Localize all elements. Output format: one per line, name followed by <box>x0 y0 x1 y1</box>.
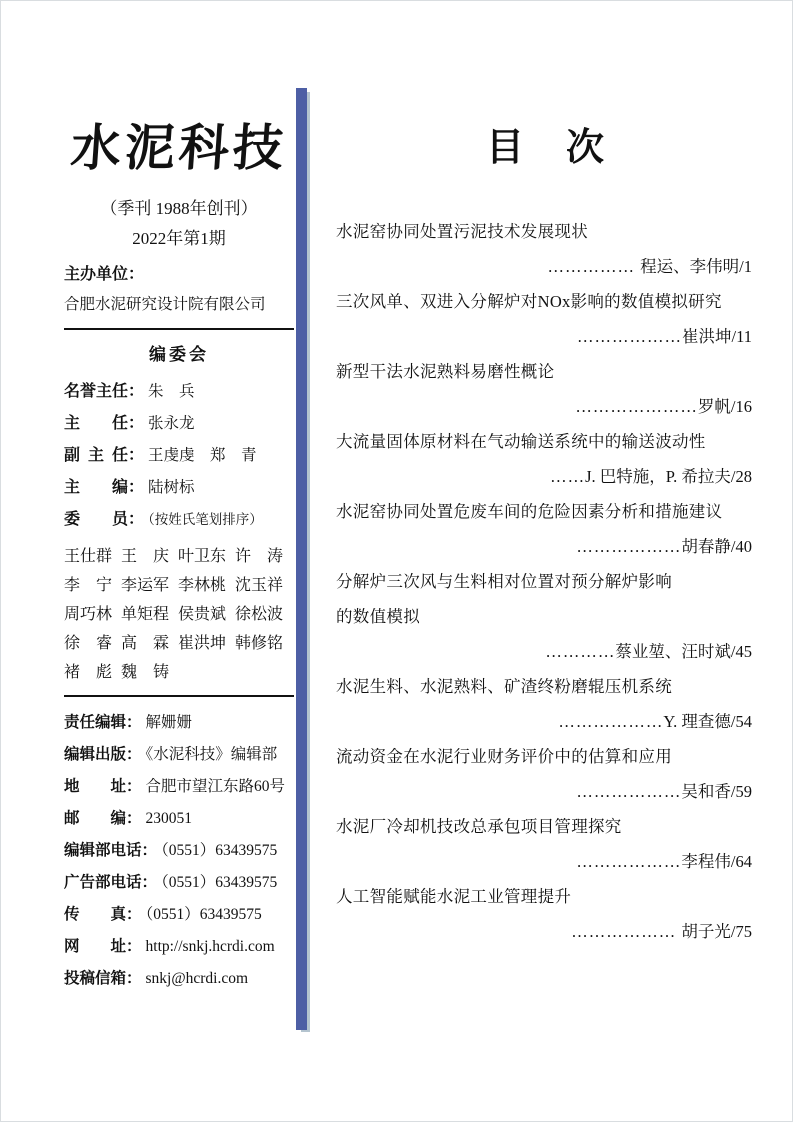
info-row <box>64 931 294 963</box>
journal-title: 水泥科技 <box>69 120 289 176</box>
info-row <box>64 835 294 867</box>
committee-member-name: 单矩程 <box>121 606 170 623</box>
info-row <box>64 771 294 803</box>
info-row-value: 230051 <box>145 810 193 827</box>
committee-member-name: 韩修铭 <box>235 635 284 652</box>
divider-rule-top <box>64 328 294 330</box>
issue-frequency: （季刊 1988年创刊） <box>100 199 258 218</box>
info-row-colon: ： <box>128 511 145 528</box>
toc-entry-title <box>336 354 756 389</box>
toc-article-title: 的数值模拟 <box>336 607 420 626</box>
toc-article-title: 水泥厂冷却机技改总承包项目管理探究 <box>336 817 622 836</box>
sponsor-name: 合肥水泥研究设计院有限公司 <box>64 296 266 313</box>
info-row-label: 编辑部电话 <box>64 842 142 859</box>
info-row <box>64 472 294 504</box>
toc-leader-dots: ……………… <box>558 712 664 731</box>
committee-member-name: 沈玉祥 <box>235 577 284 594</box>
info-row-value: 朱 兵 <box>148 383 195 400</box>
toc-leader-dots: ………… <box>545 642 616 661</box>
toc-authors-page: 李程伟/64 <box>681 852 752 871</box>
toc-leader-dots: ……………… <box>577 327 683 346</box>
info-row-label: 编辑出版 <box>64 746 127 763</box>
toc-leader-dots: ………………… <box>575 397 698 416</box>
committee-member-cell <box>121 600 178 629</box>
toc-authors-page: 胡春静/40 <box>681 537 752 556</box>
toc-entry <box>336 494 756 564</box>
committee-member-cell <box>235 629 292 658</box>
toc-article-title: 人工智能赋能水泥工业管理提升 <box>336 887 572 906</box>
info-row <box>64 707 294 739</box>
toc-entry <box>336 739 756 809</box>
toc-article-title: 水泥生料、水泥熟料、矿渣终粉磨辊压机系统 <box>336 677 672 696</box>
toc-entry-byline <box>336 389 756 424</box>
info-row-colon: ： <box>128 447 145 464</box>
toc-authors-page: Y. 理查德/54 <box>663 712 752 731</box>
info-row-value: （按姓氏笔划排序） <box>148 512 263 527</box>
info-row <box>64 408 294 440</box>
info-row-value: 王虔虔 郑 青 <box>148 447 257 464</box>
divider-rule-bottom <box>64 695 294 697</box>
committee-member-name: 魏铸 <box>121 664 169 681</box>
toc-entry-byline <box>336 774 756 809</box>
committee-member-cell <box>64 600 121 629</box>
toc-authors-page: J. 巴特施，P. 希拉夫/28 <box>585 467 752 486</box>
info-row <box>64 376 294 408</box>
toc-entry-byline <box>336 459 756 494</box>
toc-authors-page: 胡子光/75 <box>681 922 752 941</box>
info-row-label: 委员 <box>64 511 128 528</box>
info-row-colon: ： <box>128 415 145 432</box>
toc-leader-dots: ……………… <box>576 537 682 556</box>
toc-authors-page: 吴和香/59 <box>681 782 752 801</box>
info-row-colon: ： <box>126 810 142 827</box>
committee-member-cell <box>64 571 121 600</box>
info-row <box>64 963 294 995</box>
committee-member-name: 徐睿 <box>64 635 112 652</box>
toc-authors-page: 蔡业堃、汪时斌/45 <box>615 642 752 661</box>
committee-member-cell <box>121 658 178 687</box>
info-row-colon: ： <box>126 906 142 923</box>
sponsor-label: 主办单位： <box>64 266 145 283</box>
editorial-board-members <box>64 542 294 687</box>
toc-entry-title <box>336 669 756 704</box>
toc-entry-title <box>336 424 756 459</box>
info-row-colon: ： <box>126 714 142 731</box>
info-row-value: snkj@hcrdi.com <box>145 970 249 987</box>
info-row-label: 广告部电话 <box>64 874 142 891</box>
committee-member-cell <box>235 542 292 571</box>
committee-member-name: 王仕群 <box>64 548 113 565</box>
toc-entry <box>336 669 756 739</box>
info-row-value: （0551）63439575 <box>161 842 278 859</box>
committee-member-name: 李林桃 <box>178 577 227 594</box>
issue-number: 2022年第1期 <box>132 229 226 248</box>
info-row-value: 合肥市望江东路60号 <box>145 778 286 795</box>
toc-article-title: 水泥窑协同处置危废车间的危险因素分析和措施建议 <box>336 502 723 521</box>
info-row-value: 陆树标 <box>148 479 195 496</box>
committee-member-name: 李运军 <box>121 577 170 594</box>
toc-entry-title <box>336 809 756 844</box>
toc-column <box>336 118 756 949</box>
toc-article-title: 流动资金在水泥行业财务评价中的估算和应用 <box>336 747 672 766</box>
toc-entry <box>336 564 756 669</box>
info-row-label: 副主任 <box>64 447 128 464</box>
committee-member-cell <box>235 600 292 629</box>
committee-member-name: 侯贵斌 <box>178 606 227 623</box>
toc-article-title: 分解炉三次风与生料相对位置对预分解炉影响 <box>336 572 672 591</box>
info-row <box>64 803 294 835</box>
toc-entry-title <box>336 879 756 914</box>
vertical-divider-bar <box>296 88 307 1030</box>
toc-entry <box>336 809 756 879</box>
info-row-label: 投稿信箱 <box>64 970 127 987</box>
committee-member-cell <box>235 571 292 600</box>
toc-entry-title <box>336 564 756 634</box>
toc-entry <box>336 879 756 949</box>
info-row-label: 传真 <box>64 906 126 923</box>
committee-member-name: 叶卫东 <box>178 548 227 565</box>
toc-entry <box>336 284 756 354</box>
toc-authors-page: 罗帆/16 <box>697 397 752 416</box>
info-row-colon: ： <box>128 479 145 496</box>
toc-entry-byline <box>336 914 756 949</box>
committee-member-cell <box>178 600 235 629</box>
committee-member-cell <box>178 542 235 571</box>
committee-member-cell <box>178 571 235 600</box>
toc-leader-dots: ……………… <box>571 922 682 941</box>
toc-leader-dots: …… <box>550 467 586 486</box>
info-row-colon: ： <box>126 938 142 955</box>
info-row <box>64 867 294 899</box>
toc-leader-dots: ……………… <box>576 782 682 801</box>
toc-entry-byline <box>336 634 756 669</box>
info-row <box>64 440 294 472</box>
masthead-column <box>64 112 294 995</box>
committee-member-name: 许涛 <box>235 548 283 565</box>
committee-member-cell <box>64 658 121 687</box>
toc-leader-dots: ……………… <box>576 852 682 871</box>
toc-article-title: 新型干法水泥熟料易磨性概论 <box>336 362 555 381</box>
toc-entry-title <box>336 214 756 249</box>
toc-entry <box>336 354 756 424</box>
info-row-value: 解姗姗 <box>145 714 193 731</box>
info-row-colon: ： <box>126 778 142 795</box>
committee-member-cell <box>178 629 235 658</box>
committee-member-cell <box>64 542 121 571</box>
info-row-colon: ： <box>141 874 158 891</box>
toc-article-title: 大流量固体原材料在气动输送系统中的输送波动性 <box>336 432 706 451</box>
toc-authors-page: 崔洪坤/11 <box>682 327 752 346</box>
toc-article-title: 三次风单、双进入分解炉对NOx影响的数值模拟研究 <box>336 292 722 311</box>
committee-member-name: 周巧林 <box>64 606 113 623</box>
committee-member-cell <box>121 629 178 658</box>
toc-entry-list <box>336 214 756 949</box>
info-row-label: 主任 <box>64 415 128 432</box>
info-row-colon: ： <box>128 383 145 400</box>
publication-info <box>64 707 294 995</box>
toc-heading: 目 次 <box>485 127 606 169</box>
toc-entry-byline <box>336 319 756 354</box>
toc-leader-dots: …………… <box>547 257 641 276</box>
editorial-board-roles <box>64 376 294 536</box>
info-row-value: 《水泥科技》编辑部 <box>145 746 278 763</box>
info-row-value: （0551）63439575 <box>161 874 278 891</box>
toc-entry-title <box>336 494 756 529</box>
committee-member-name: 褚彪 <box>64 664 112 681</box>
info-row-label: 主编 <box>64 479 128 496</box>
info-row-colon: ： <box>126 746 142 763</box>
committee-member-name: 崔洪坤 <box>178 635 227 652</box>
committee-member-name: 李宁 <box>64 577 112 594</box>
info-row <box>64 504 294 536</box>
info-row-label: 邮编 <box>64 810 126 827</box>
committee-member-cell <box>121 542 178 571</box>
toc-entry-byline <box>336 704 756 739</box>
toc-entry-byline <box>336 249 756 284</box>
toc-entry-title <box>336 739 756 774</box>
info-row-label: 名誉主任 <box>64 383 129 400</box>
committee-member-name: 徐松波 <box>235 606 284 623</box>
toc-entry <box>336 214 756 284</box>
editorial-board-heading: 编委会 <box>149 345 209 364</box>
info-row-colon: ： <box>126 970 142 987</box>
committee-member-name: 高霖 <box>121 635 169 652</box>
info-row <box>64 739 294 771</box>
info-row-value: 张永龙 <box>148 415 195 432</box>
toc-entry <box>336 424 756 494</box>
committee-member-cell <box>121 571 178 600</box>
committee-member-name: 王庆 <box>121 548 169 565</box>
toc-entry-byline <box>336 844 756 879</box>
toc-article-title: 水泥窑协同处置污泥技术发展现状 <box>336 222 588 241</box>
info-row-label: 地址 <box>64 778 126 795</box>
toc-entry-byline <box>336 529 756 564</box>
toc-authors-page: 程运、李伟明/1 <box>640 257 752 276</box>
info-row-value: http://snkj.hcrdi.com <box>145 938 275 955</box>
toc-entry-title <box>336 284 756 319</box>
info-row-label: 责任编辑 <box>64 714 127 731</box>
info-row-colon: ： <box>141 842 158 859</box>
info-row-label: 网址 <box>64 938 126 955</box>
committee-member-cell <box>64 629 121 658</box>
info-row <box>64 899 294 931</box>
info-row-value: （0551）63439575 <box>145 906 262 923</box>
